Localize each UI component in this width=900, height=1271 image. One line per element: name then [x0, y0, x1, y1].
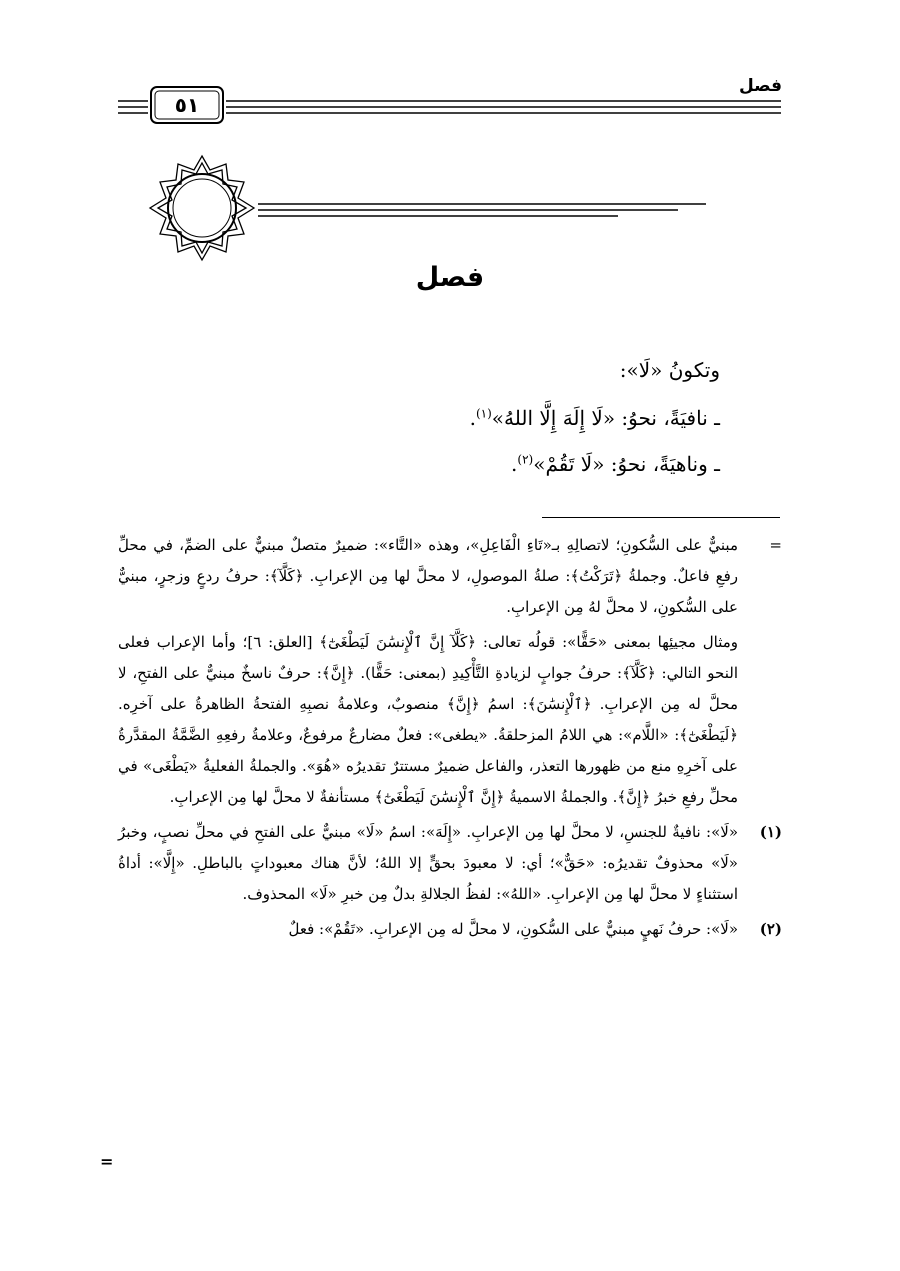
- footnote-2: [118, 914, 782, 945]
- intro-item-prohibition: [511, 452, 720, 476]
- rosette-ornament: [146, 152, 258, 264]
- footnote-continues-mark: =: [100, 1152, 114, 1171]
- title-rule: [258, 202, 706, 222]
- continuation-paragraph-2: ومثال مجيئِها بمعنى «حَقًّا»: قولُه تعالى: ﴿كَلَّآ إِنَّ ٱلْإِنسَٰنَ لَيَطْغَىٰٓ﴾ [العلق: ٦]؛ وأما الإعراب فعلى النحو التالي: ﴿كَلَّآ﴾: حرفُ جوابٍ لزيادةِ التَّأْكِيدِ (بمعنى: حَقًّا). ﴿إِنَّ﴾: حرفٌ ناسخٌ مبنيٌّ على الفتحِ، لا محلَّ له مِن الإعرابِ. ﴿ٱلْإِنسَٰنَ﴾: اسمُ ﴿إِنَّ﴾ منصوبٌ، وعلامةُ نصبِهِ الفتحةُ الظاهرةُ على آخرِه. ﴿لَيَطْغَىٰٓ﴾: «اللَّام»: هي اللامُ المزحلقةُ. «يطغى»: فعلٌ مضارعٌ مرفوعٌ، وعلامةُ رفعِهِ الضَّمَّةُ المقدَّرةُ على آخرِهِ منع من ظهورها التعذر، والفاعل ضميرٌ مستترٌ تقديرُه «هُوَ». والجملةُ الفعليةُ «يَطْغَى» في محلِّ رفعِ خبرُ ﴿إِنَّ﴾. والجملةُ الاسميةُ ﴿إِنَّ ٱلْإِنسَٰنَ لَيَطْغَىٰٓ﴾ مستأنفةٌ لا محلَّ لها مِن الإعرابِ.: [118, 633, 739, 806]
- footnotes-area: [118, 530, 782, 949]
- intro-item1-text: ـ نافيَةً، نحوُ: «لَا إِلَهَ إِلَّا اللهُ»: [491, 406, 720, 430]
- footnote-separator: [542, 517, 780, 518]
- footnote-ref-2[interactable]: (٢): [517, 452, 534, 467]
- footnote-2-mark: (٢): [759, 920, 782, 938]
- footnote-continuation: [118, 530, 782, 813]
- continuation-paragraph-1: مبنيٌّ على السُّكونِ؛ لاتصالِهِ بـ«تَاءِ الْفَاعِلِ»، وهذه «التَّاء»: ضميرٌ متصلٌ مبنيٌّ على الضمِّ، في محلِّ رفعِ فاعلٌ. وجملةُ ﴿تَرَكْتُ﴾: صلةُ الموصولِ، لا محلَّ لها مِن الإعرابِ. ﴿كَلَّآ﴾: حرفُ ردعٍ وزجرٍ، مبنيٌّ على السُّكونِ، لا محلَّ لهُ مِن الإعرابِ.: [118, 536, 738, 616]
- footnote-1: [118, 817, 782, 910]
- intro-item2-text: ـ وناهيَةً، نحوُ: «لَا تَقُمْ»: [533, 452, 720, 476]
- intro-lead: وتكونُ «لَا»:: [619, 358, 720, 382]
- footnote-2-text: «لَا»: حرفُ نَهيٍ مبنيٌّ على السُّكونِ، لا محلَّ له مِن الإعرابِ. «تَقُمْ»: فعلٌ: [288, 920, 738, 938]
- footnote-1-mark: (١): [759, 823, 782, 841]
- running-title: فصل: [738, 76, 782, 96]
- section-title: فصل: [415, 262, 485, 293]
- footnote-1-text: «لَا»: نافيةٌ للجنسِ، لا محلَّ لها مِن الإعرابِ. «إِلَهَ»: اسمُ «لَا» مبنيٌّ على الفتحِ في محلِّ نصبٍ، وخبرُ «لَا» محذوفٌ تقديرُه: «حَقٌّ»؛ أي: لا معبودَ بحقٍّ إلا اللهُ؛ لأنَّ هناك معبوداتٍ بالباطلِ. «إِلَّا»: أداةُ استثناءٍ لا محلَّ لها مِن الإعرابِ. «اللهُ»: لفظُ الجلالةِ بدلٌ مِن خبرِ «لَا» المحذوف.: [118, 823, 738, 903]
- footnote-ref-1[interactable]: (١): [475, 406, 492, 421]
- intro-item-negation: [470, 406, 720, 430]
- intro-item2-period: .: [511, 452, 518, 476]
- intro-item1-period: .: [469, 406, 476, 430]
- page-number: ٥١: [174, 93, 200, 117]
- continuation-mark: =: [769, 536, 782, 554]
